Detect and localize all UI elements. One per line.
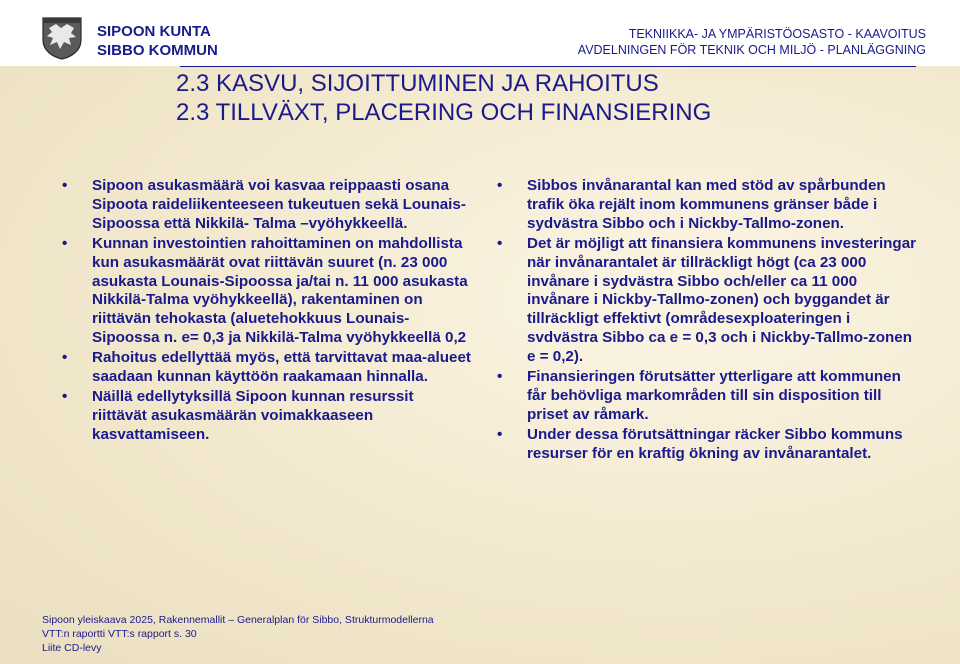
department-name	[578, 26, 926, 58]
bullet-icon: •	[497, 425, 503, 443]
finnish-bullet-list	[62, 177, 472, 446]
header-divider	[180, 66, 916, 67]
list-item	[497, 368, 917, 425]
footer-line: Liite CD-levy	[42, 641, 102, 654]
bullet-icon: •	[62, 234, 68, 252]
list-item	[62, 235, 472, 348]
list-item-text: Sipoon asukasmäärä voi kasvaa reippaasti osana Sipoota raideliikenteeseen tukeutuen sekä Lounais-Sipoossa että Nikkilä- Talma –vyöhykkeellä.	[92, 177, 466, 232]
footer-line: Sipoon yleiskaava 2025, Rakennemallit – Generalplan för Sibbo, Strukturmodellerna	[42, 614, 434, 626]
bullet-icon: •	[62, 177, 68, 194]
list-item	[497, 235, 917, 367]
list-item-text: Näillä edellytyksillä Sipoon kunnan resurssit riittävät asukasmäärän voimakkaaseen kasvattamiseen.	[92, 387, 414, 443]
org-name-finnish: SIPOON KUNTA	[97, 23, 211, 40]
footer-source	[42, 614, 434, 655]
swedish-bullet-list	[497, 177, 917, 465]
list-item	[62, 349, 472, 387]
list-item	[62, 388, 472, 445]
bullet-icon: •	[497, 177, 503, 194]
bullet-icon: •	[62, 349, 68, 367]
list-item-text: Sibbos invånarantal kan med stöd av spårbunden trafik öka rejält inom kommunens gränser både i sydvästra Sibbo och i Nickby-Tallmo-zonen.	[527, 177, 886, 232]
list-item-text: Finansieringen förutsätter ytterligare att kommunen får behövliga markområden till sin disposition till priset av råmark.	[527, 368, 901, 423]
title-finnish: 2.3 KASVU, SIJOITTUMINEN JA RAHOITUS	[176, 70, 659, 97]
list-item-text: Kunnan investointien rahoittaminen on mahdollista kun asukasmäärät ovat riittävän suuret (n. 23 000 asukasta Lounais-Sipoossa ja/tai n. 11 000 asukasta Nikkilä-Talma vyöhykkeellä), rakentaminen on riittävän tehokasta (aluetehokkuus Lounais-Sipoossa n. e= 0,3 ja Nikkilä-Talma vyöhykkeellä 0,2	[92, 234, 468, 347]
organization-name	[97, 22, 218, 60]
coat-of-arms-icon	[40, 16, 84, 60]
header-bar	[0, 0, 960, 66]
list-item-text: Rahoitus edellyttää myös, että tarvittavat maa-alueet saadaan kunnan käyttöön raakamaan hinnalla.	[92, 349, 471, 386]
bullet-icon: •	[497, 368, 503, 386]
dept-name-swedish: AVDELNINGEN FÖR TEKNIK OCH MILJÖ - PLANLÄGGNING	[577, 43, 926, 57]
list-item-text: Det är möjligt att finansiera kommunens investeringar när invånarantalet är tillräckligt högt (ca 23 000 invånare i sydvästra Sibbo och/eller ca 11 000 invånare i Nickby-Tallmo-zonen) och byggandet är tillräckligt effektivt (områdesexploateringen i svdvästra Sibbo ca e = 0,3 och i Nickby-Tallmo-zonen e = 0,2).	[527, 234, 917, 366]
slide-title	[176, 69, 711, 127]
list-item	[62, 177, 472, 234]
footer-line: VTT:n raportti VTT:s rapport s. 30	[42, 627, 197, 640]
bullet-icon: •	[62, 387, 68, 405]
list-item-text: Under dessa förutsättningar räcker Sibbo kommuns resurser för en kraftig ökning av invånarantalet.	[527, 425, 903, 462]
list-item	[497, 177, 917, 234]
list-item	[497, 426, 917, 464]
dept-name-finnish: TEKNIIKKA- JA YMPÄRISTÖOSASTO - KAAVOITUS	[628, 27, 926, 41]
title-swedish: 2.3 TILLVÄXT, PLACERING OCH FINANSIERING	[176, 99, 712, 126]
org-name-swedish: SIBBO KOMMUN	[97, 42, 218, 59]
bullet-icon: •	[497, 234, 503, 252]
